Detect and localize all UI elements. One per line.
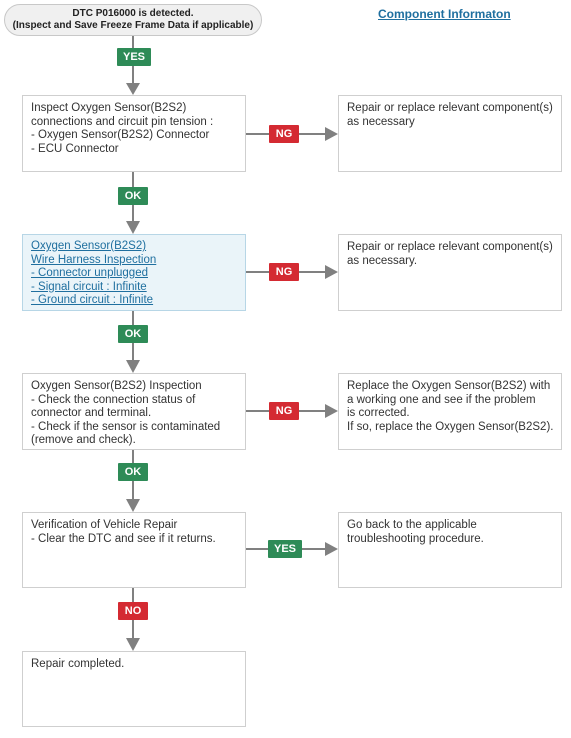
step-3-line: (remove and check). [31, 434, 136, 446]
step-4-action-line: troubleshooting procedure. [347, 532, 484, 545]
step-2-link-line[interactable]: - Ground circuit : Infinite [31, 294, 154, 306]
step-1-ng-badge: NG [269, 125, 299, 143]
step-3-ok-badge: OK [118, 463, 148, 481]
step-3-line: - Check if the sensor is contaminated [31, 420, 221, 433]
start-yes-badge: YES [117, 48, 151, 66]
step-3-line: - Check the connection status of [31, 393, 196, 406]
step-4-yes-badge: YES [268, 540, 302, 558]
start-node-dtc [4, 4, 262, 36]
start-line-2: (Inspect and Save Freeze Frame Data if applicable) [12, 20, 254, 31]
step-3-ng-badge: NG [269, 402, 299, 420]
step-1-line: connections and circuit pin tension : [31, 115, 214, 128]
step-3-line: connector and terminal. [31, 407, 152, 419]
step-1-line: - ECU Connector [31, 142, 119, 155]
step-4-line: Verification of Vehicle Repair [31, 519, 178, 531]
step-3-action-line: a working one and see if the problem [347, 393, 536, 406]
step-3-action-box [338, 373, 562, 450]
step-4-box [22, 512, 246, 588]
step-2-link-line[interactable]: Oxygen Sensor(B2S2) [31, 240, 147, 252]
step-2-link-line[interactable]: Wire Harness Inspection [31, 253, 157, 266]
step-2-box[interactable] [22, 234, 246, 311]
step-2-link-line[interactable]: - Signal circuit : Infinite [31, 280, 147, 293]
step-1-action-box [338, 95, 562, 172]
step-4-action-line: Go back to the applicable [347, 519, 477, 531]
step-1-line: - Oxygen Sensor(B2S2) Connector [31, 129, 210, 141]
step-2-action-line: as necessary. [347, 254, 418, 267]
step-4-no-badge: NO [118, 602, 148, 620]
step-1-action-line: as necessary [347, 115, 415, 128]
step-4-line: - Clear the DTC and see if it returns. [31, 532, 216, 545]
step-3-box [22, 373, 246, 450]
final-box [22, 651, 246, 727]
step-2-action-box [338, 234, 562, 311]
step-1-box [22, 95, 246, 172]
step-4-action-box [338, 512, 562, 588]
step-2-link-line[interactable]: - Connector unplugged [31, 267, 148, 279]
step-1-ok-badge: OK [118, 187, 148, 205]
step-2-ok-badge: OK [118, 325, 148, 343]
step-3-action-line: If so, replace the Oxygen Sensor(B2S2). [347, 420, 554, 433]
step-2-ng-badge: NG [269, 263, 299, 281]
step-3-action-line: is corrected. [347, 407, 410, 419]
start-line-1: DTC P016000 is detected. [72, 8, 194, 19]
step-3-action-line: Replace the Oxygen Sensor(B2S2) with [347, 380, 551, 392]
step-3-line: Oxygen Sensor(B2S2) Inspection [31, 380, 202, 392]
step-1-line: Inspect Oxygen Sensor(B2S2) [31, 102, 187, 114]
step-1-action-line: Repair or replace relevant component(s) [347, 102, 553, 114]
component-information-link[interactable]: Component Informaton [378, 7, 511, 21]
step-2-action-line: Repair or replace relevant component(s) [347, 241, 553, 253]
final-line: Repair completed. [31, 658, 125, 670]
